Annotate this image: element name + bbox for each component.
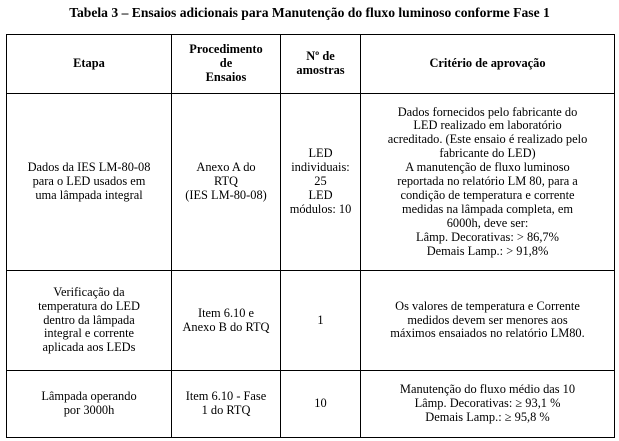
cell-etapa: Verificação da temperatura do LED dentro da lâmpada integral e corrente aplicada aos LEDs (7, 271, 172, 371)
table-row (7, 271, 615, 371)
table-row (7, 94, 615, 271)
cell-criterio: Manutenção do fluxo médio das 10 Lâmp. Decorativas: ≥ 93,1 % Demais Lamp.: ≥ 95,8 % (361, 371, 615, 438)
cell-criterio: Os valores de temperatura e Corrente medidos devem ser menores aos máximos ensaiados no relatório LM80. (361, 271, 615, 371)
test-table (6, 34, 615, 438)
cell-amostras: 1 (281, 271, 361, 371)
cell-amostras: 10 (281, 371, 361, 438)
header-criterio: Critério de aprovação (361, 35, 615, 94)
header-etapa: Etapa (7, 35, 172, 94)
cell-procedimento: Anexo A do RTQ (IES LM-80-08) (172, 94, 281, 271)
cell-criterio: Dados fornecidos pelo fabricante do LED realizado em laboratório acreditado. (Este ensaio é realizado pelo fabricante do LED) A manutenção de fluxo luminoso reportada no relatório LM 80, para a condição de temperatura e corrente medidas na lâmpada completa, em 6000h, deve ser: Lâmp. Decorativas: > 86,7% Demais Lamp.: > 91,8% (361, 94, 615, 271)
table-title: Tabela 3 – Ensaios adicionais para Manutenção do fluxo luminoso conforme Fase 1 (69, 5, 550, 20)
header-procedimento: Procedimento de Ensaios (172, 35, 281, 94)
cell-procedimento: Item 6.10 e Anexo B do RTQ (172, 271, 281, 371)
header-amostras: Nº de amostras (281, 35, 361, 94)
cell-procedimento: Item 6.10 - Fase 1 do RTQ (172, 371, 281, 438)
cell-etapa: Lâmpada operando por 3000h (7, 371, 172, 438)
cell-amostras: LED individuais: 25 LED módulos: 10 (281, 94, 361, 271)
table-header-row (7, 35, 615, 94)
cell-etapa: Dados da IES LM-80-08 para o LED usados em uma lâmpada integral (7, 94, 172, 271)
table-row (7, 371, 615, 438)
